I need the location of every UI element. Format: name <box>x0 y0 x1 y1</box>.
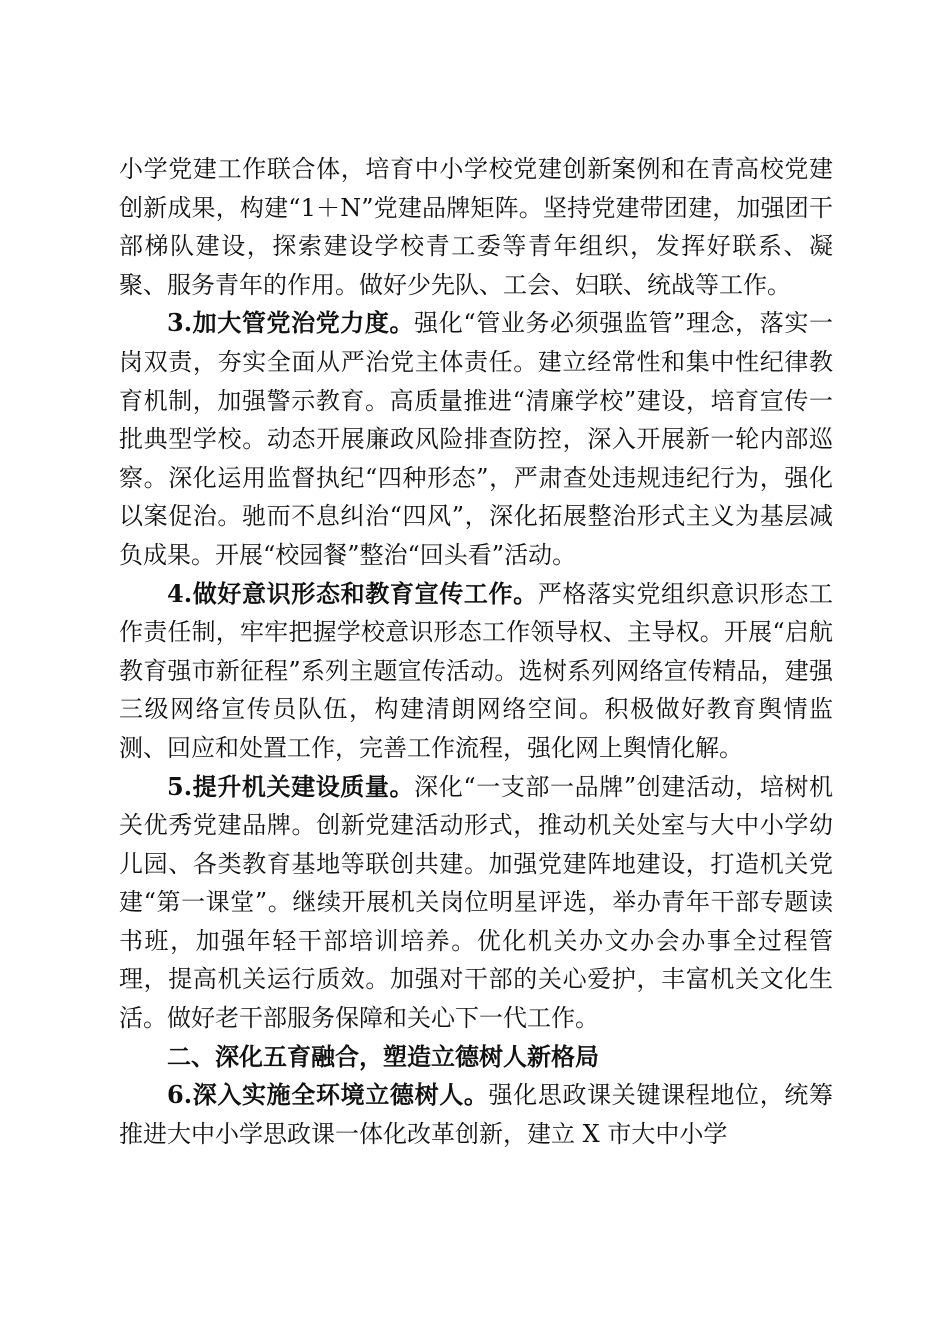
paragraph-item-5 <box>119 768 833 1038</box>
paragraph-continued <box>119 150 833 304</box>
paragraph-lead: 3.加大管党治党力度。 <box>167 308 415 338</box>
paragraph-item-6 <box>119 1076 833 1153</box>
paragraph-body: 小学党建工作联合体，培育中小学校党建创新案例和在青高校党建创新成果，构建“1＋N”党建品牌矩阵。坚持党建带团建，加强团干部梯队建设，探索建设学校青工委等青年组织，发挥好联系、凝聚、服务青年的作用。做好少先队、工会、妇联、统战等工作。 <box>119 155 833 299</box>
document-page <box>119 150 833 1153</box>
paragraph-item-4 <box>119 575 833 768</box>
section-heading: 二、深化五育融合，塑造立德树人新格局 <box>167 1041 599 1071</box>
paragraph-lead: 5.提升机关建设质量。 <box>167 771 415 801</box>
paragraph-body: 严格落实党组织意识形态工作责任制，牢牢把握学校意识形态工作领导权、主导权。开展“启航教育强市新征程”系列主题宣传活动。选树系列网络宣传精品，建强三级网络宣传员队伍，构建清朗网络空间。积极做好教育舆情监测、回应和处置工作，完善工作流程，强化网上舆情化解。 <box>119 579 833 762</box>
paragraph-body: 强化“管业务必须强监管”理念，落实一岗双责，夯实全面从严治党主体责任。建立经常性和集中性纪律教育机制，加强警示教育。高质量推进“清廉学校”建设，培育宣传一批典型学校。动态开展廉政风险排查防控，深入开展新一轮内部巡察。深化运用监督执纪“四种形态”，严肃查处违规违纪行为，强化以案促治。驰而不息纠治“四风”，深化拓展整治形式主义为基层减负成果。开展“校园餐”整治“回头看”活动。 <box>119 309 833 569</box>
paragraph-lead: 4.做好意识形态和教育宣传工作。 <box>167 578 538 608</box>
paragraph-body: 深化“一支部一品牌”创建活动，培树机关优秀党建品牌。创新党建活动形式，推动机关处室与大中小学幼儿园、各类教育基地等联创共建。加强党建阵地建设，打造机关党建“第一课堂”。继续开展机关岗位明星评选，举办青年干部专题读书班，加强年轻干部培训培养。优化机关办文办会办事全过程管理，提高机关运行质效。加强对干部的关心爱护，丰富机关文化生活。做好老干部服务保障和关心下一代工作。 <box>119 772 833 1033</box>
paragraph-item-3 <box>119 304 833 574</box>
paragraph-lead: 6.深入实施全环境立德树人。 <box>167 1080 489 1110</box>
paragraph-body: 强化思政课关键课程地位，统筹推进大中小学思政课一体化改革创新，建立 X 市大中小学 <box>119 1081 833 1148</box>
